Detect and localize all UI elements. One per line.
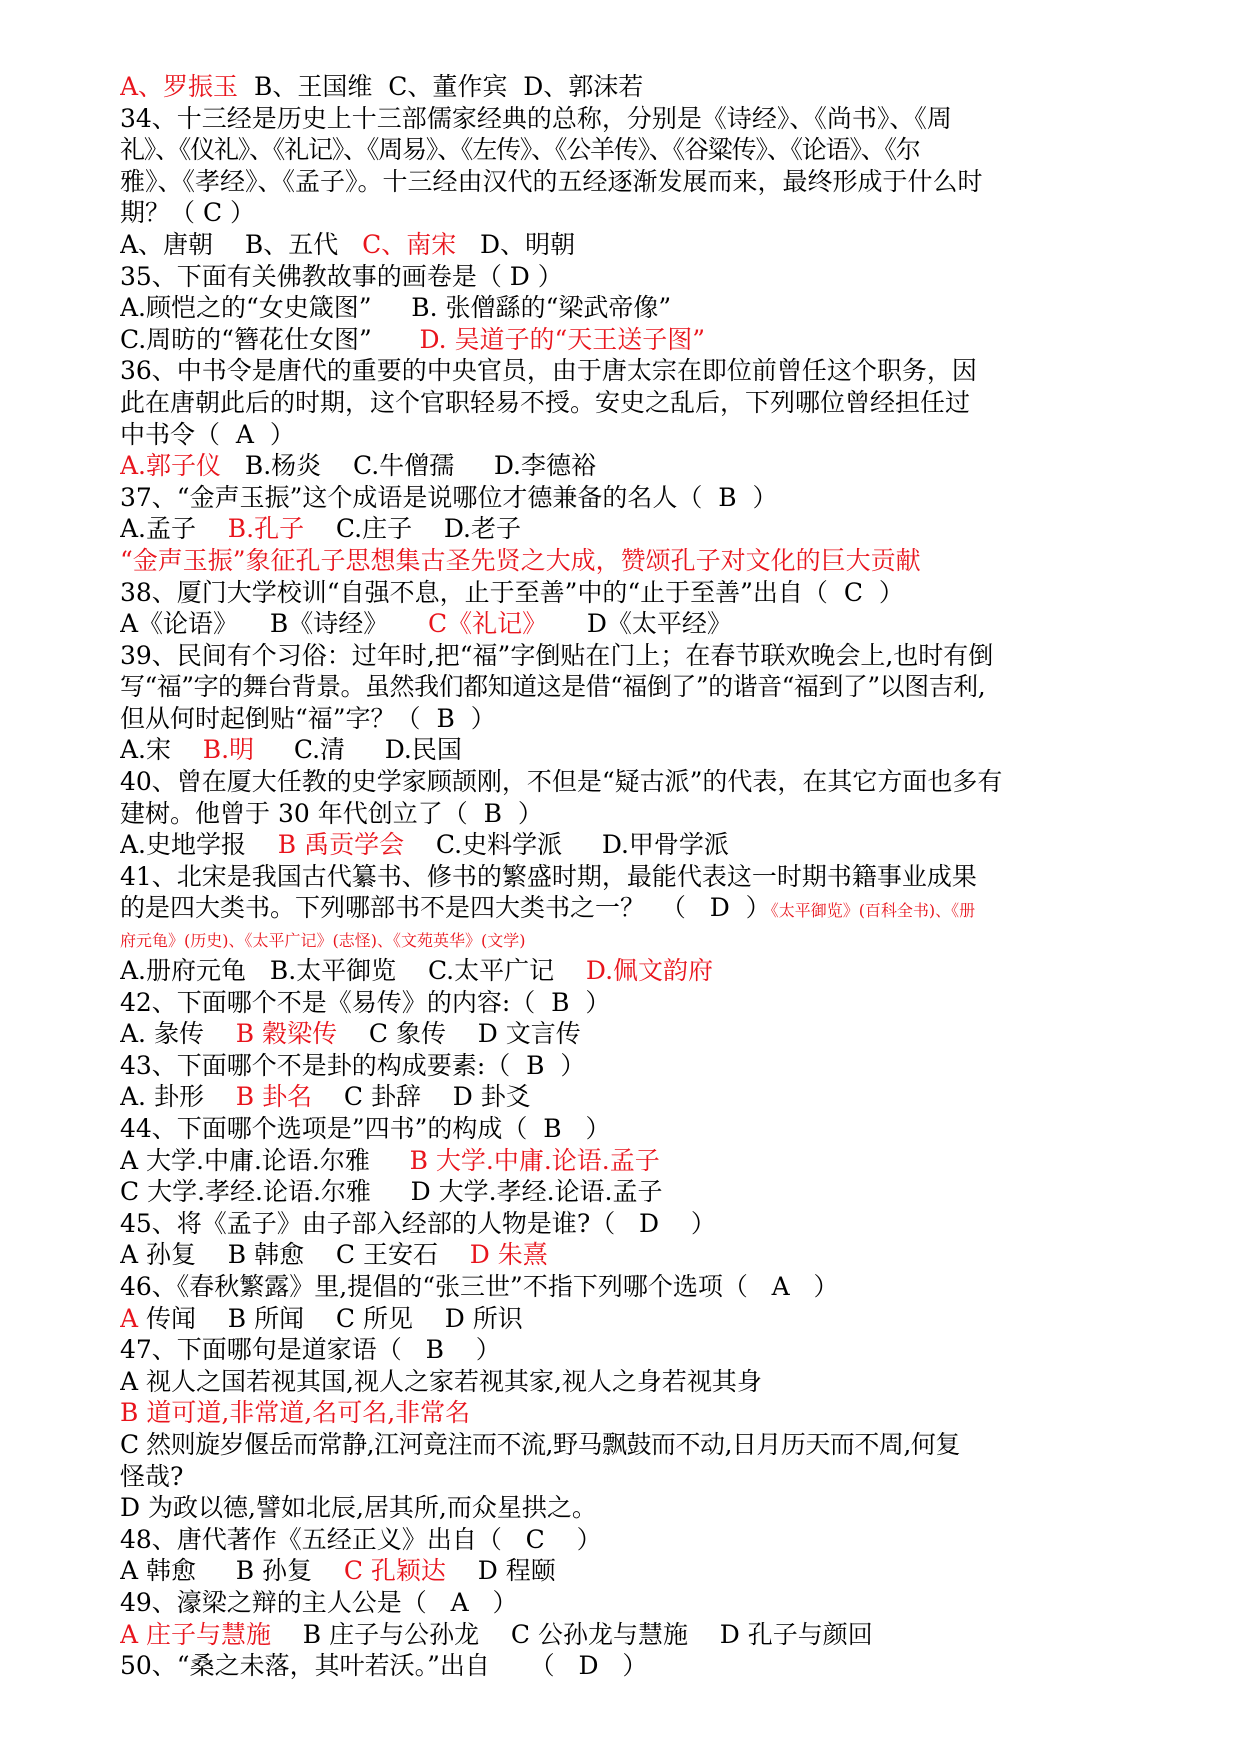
answer-text: B 禹贡学会 xyxy=(277,830,405,860)
line-text: A 孙复 B 韩愈 C 王安石 xyxy=(120,1240,470,1270)
text-line xyxy=(120,1113,1121,1145)
text-line xyxy=(120,1366,1121,1398)
line-text: C 然则旋岁偃岳而常静,江河竟注而不流,野马飘鼓而不动,日月历天而不周,何复 xyxy=(120,1429,960,1459)
text-line xyxy=(120,229,1121,261)
line-text: A.孟子 xyxy=(120,514,228,544)
line-text: 34、十三经是历史上十三部儒家经典的总称，分别是《诗经》、《尚书》、《周 xyxy=(120,103,952,133)
answer-text: “金声玉振”象征孔子思想集古圣先贤之大成，赞颂孔子对文化的巨大贡献 xyxy=(120,545,921,575)
line-text: A《论语》 B《诗经》 xyxy=(120,609,428,639)
text-line xyxy=(120,1334,1121,1366)
line-text: A 视人之国若视其国,视人之家若视其家,视人之身若视其身 xyxy=(120,1366,762,1396)
line-text: A.顾恺之的“女史箴图” B. 张僧繇的“梁武帝像” xyxy=(120,293,672,323)
line-text: 40、曾在厦大任教的史学家顾颉刚，不但是“疑古派”的代表，在其它方面也多有 xyxy=(120,767,1003,797)
text-line xyxy=(120,671,1121,703)
line-text: 50、“桑之未落，其叶若沃。”出自 （ D ） xyxy=(120,1651,648,1681)
line-text: 38、厦门大学校训“自强不息，止于至善”中的“止于至善”出自（ C ） xyxy=(120,577,904,607)
line-text: C 卦辞 D 卦爻 xyxy=(312,1082,531,1112)
line-text: D、明朝 xyxy=(456,229,576,259)
text-line xyxy=(120,766,1121,798)
line-text: 45、将《孟子》由子部入经部的人物是谁?（ D ） xyxy=(120,1208,716,1238)
text-line xyxy=(120,1587,1121,1619)
answer-text: 《太平御览》(百科全书)、《册 xyxy=(770,901,976,921)
answer-text: C 孔颖达 xyxy=(343,1556,446,1586)
text-line xyxy=(120,1492,1121,1524)
answer-text: C《礼记》 xyxy=(427,609,548,639)
text-line xyxy=(120,1081,1121,1113)
text-line xyxy=(120,1208,1121,1240)
text-line xyxy=(120,71,1121,103)
text-line xyxy=(120,927,1121,955)
text-line xyxy=(120,419,1121,451)
line-text: B 庄子与公孙龙 C 公孙龙与慧施 D 孔子与颜回 xyxy=(271,1619,873,1649)
answer-text: D.佩文韵府 xyxy=(585,956,714,986)
answer-text: B.孔子 xyxy=(227,514,305,544)
line-text: 中书令（ A ） xyxy=(120,419,295,449)
text-line xyxy=(120,1555,1121,1587)
line-text: C.周昉的“簪花仕女图” xyxy=(120,324,420,354)
line-text: A、唐朝 B、五代 xyxy=(120,229,363,259)
line-text: 雅》、《孝经》、《孟子》。十三经由汉代的五经逐渐发展而来，最终形成于什么时 xyxy=(120,166,983,196)
text-line xyxy=(120,292,1121,324)
line-text: A.史地学报 xyxy=(120,830,278,860)
line-text: 写“福”字的舞台背景。虽然我们都知道这是借“福倒了”的谐音“福到了”以图吉利, xyxy=(120,672,986,702)
line-text: 48、唐代著作《五经正义》出自（ C ） xyxy=(120,1524,602,1554)
line-text: 此在唐朝此后的时期，这个官职轻易不授。安史之乱后，下列哪位曾经担任过 xyxy=(120,387,971,417)
text-line xyxy=(120,355,1121,387)
text-line xyxy=(120,103,1121,135)
line-text: A.册府元龟 B.太平御览 C.太平广记 xyxy=(120,956,586,986)
answer-text: B 大学.中庸.论语.孟子 xyxy=(409,1145,660,1175)
answer-text: B 道可道,非常道,名可名,非常名 xyxy=(120,1398,471,1428)
line-text: 怪哉? xyxy=(120,1461,184,1491)
text-line xyxy=(120,197,1121,229)
text-line xyxy=(120,1018,1121,1050)
text-line xyxy=(120,640,1121,672)
line-text: C 象传 D 文言传 xyxy=(337,1019,581,1049)
line-text: 44、下面哪个选项是”四书”的构成（ B ） xyxy=(120,1114,611,1143)
text-line xyxy=(120,1050,1121,1082)
text-line xyxy=(120,829,1121,861)
text-line xyxy=(120,513,1121,545)
line-text: 43、下面哪个不是卦的构成要素:（ B ） xyxy=(120,1050,586,1080)
line-text: D 为政以德,譬如北辰,居其所,而众星拱之。 xyxy=(120,1493,597,1523)
line-text: A 韩愈 B 孙复 xyxy=(120,1556,344,1586)
text-line xyxy=(120,450,1121,482)
text-line xyxy=(120,1397,1121,1429)
line-text: 37、“金声玉振”这个成语是说哪位才德兼备的名人（ B ） xyxy=(120,482,778,512)
answer-text: B.明 xyxy=(202,735,255,765)
text-line xyxy=(120,734,1121,766)
line-text: C.庄子 D.老子 xyxy=(304,514,521,544)
line-text: 建树。他曾于 30 年代创立了（ B ） xyxy=(120,798,543,828)
answer-text: D 朱熹 xyxy=(469,1240,548,1270)
answer-text: A xyxy=(120,1303,139,1333)
text-line xyxy=(120,1650,1121,1682)
answer-text: 府元龟》(历史)、《太平广记》(志怪)、《文苑英华》(文学) xyxy=(120,931,526,951)
line-text: B、王国维 C、董作宾 D、郭沫若 xyxy=(238,72,644,101)
text-line xyxy=(120,482,1121,514)
line-text: 46、《春秋繁露》里,提倡的“张三世”不指下列哪个选项（ A ） xyxy=(120,1271,839,1301)
text-line xyxy=(120,1176,1121,1208)
answer-text: C、南宋 xyxy=(362,229,457,259)
answer-text: B 穀梁传 xyxy=(235,1019,338,1049)
line-text: 的是四大类书。下列哪部书不是四大类书之一？ （ D ） xyxy=(120,893,771,923)
text-line xyxy=(120,1303,1121,1335)
line-text: A 大学.中庸.论语.尔雅 xyxy=(120,1145,410,1175)
text-line xyxy=(120,134,1121,166)
text-line xyxy=(120,1145,1121,1177)
line-text: C.清 D.民国 xyxy=(254,735,462,765)
line-text: 35、下面有关佛教故事的画卷是（ D ） xyxy=(120,261,563,291)
text-line xyxy=(120,987,1121,1019)
text-line xyxy=(120,577,1121,609)
line-text: 47、下面哪句是道家语（ B ） xyxy=(120,1335,501,1365)
line-text: A. 卦形 xyxy=(120,1082,236,1112)
text-line xyxy=(120,545,1121,577)
answer-text: B 卦名 xyxy=(235,1082,313,1112)
text-line xyxy=(120,861,1121,893)
line-text: A.宋 xyxy=(120,735,203,765)
text-line xyxy=(120,703,1121,735)
text-line xyxy=(120,1271,1121,1303)
answer-text: D. 吴道子的“天王送子图” xyxy=(419,324,706,354)
text-line xyxy=(120,261,1121,293)
line-text: C.史料学派 D.甲骨学派 xyxy=(404,830,729,860)
text-line xyxy=(120,798,1121,830)
line-text: A. 彖传 xyxy=(120,1019,236,1049)
line-text: B.杨炎 C.牛僧孺 D.李德裕 xyxy=(221,451,596,481)
line-text: C 大学.孝经.论语.尔雅 D 大学.孝经.论语.孟子 xyxy=(120,1177,663,1207)
text-line xyxy=(120,324,1121,356)
answer-text: A 庄子与慧施 xyxy=(120,1619,272,1649)
line-text: 41、北宋是我国古代纂书、修书的繁盛时期，最能代表这一时期书籍事业成果 xyxy=(120,861,977,891)
line-text: 49、濠梁之辩的主人公是（ A ） xyxy=(120,1587,518,1617)
text-line xyxy=(120,1524,1121,1556)
text-line xyxy=(120,166,1121,198)
text-line xyxy=(120,892,1121,927)
line-text: 礼》、《仪礼》、《礼记》、《周易》、《左传》、《公羊传》、《谷粱传》、《论语》、《尔 xyxy=(120,135,920,165)
text-line xyxy=(120,1239,1121,1271)
text-line xyxy=(120,1461,1121,1493)
answer-text: A、罗振玉 xyxy=(120,72,239,101)
line-text: 但从何时起倒贴“福”字？（ B ） xyxy=(120,703,496,733)
line-text: 期？（ C ） xyxy=(120,198,256,228)
line-text: 36、中书令是唐代的重要的中央官员，由于唐太宗在即位前曾任这个职务，因 xyxy=(120,356,977,386)
answer-text: A.郭子仪 xyxy=(120,451,222,481)
text-line xyxy=(120,1619,1121,1651)
text-line xyxy=(120,608,1121,640)
line-text: 39、民间有个习俗：过年时,把“福”字倒贴在门上；在春节联欢晚会上,也时有倒 xyxy=(120,640,994,670)
text-line xyxy=(120,955,1121,987)
line-text: 42、下面哪个不是《易传》的内容:（ B ） xyxy=(120,987,611,1017)
text-line xyxy=(120,1429,1121,1461)
line-text: 传闻 B 所闻 C 所见 D 所识 xyxy=(138,1303,523,1333)
text-line xyxy=(120,387,1121,419)
line-text: D 程颐 xyxy=(445,1556,556,1586)
line-text: D《太平经》 xyxy=(547,609,732,639)
